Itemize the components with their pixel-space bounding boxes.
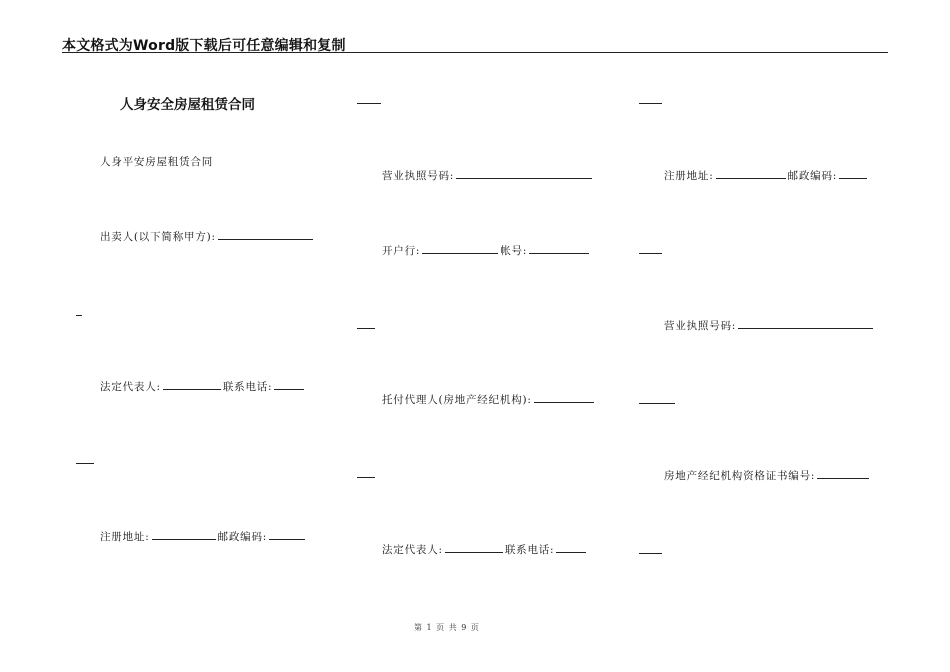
postcode-label: 邮政编码: [217, 531, 268, 543]
short-dash [76, 463, 94, 464]
seller-blank [218, 229, 313, 240]
postcode-blank [269, 529, 305, 540]
short-dash [76, 315, 82, 316]
short-dash [357, 477, 375, 478]
legal-rep-blank [445, 542, 503, 553]
license-blank [456, 168, 592, 179]
address-line-1 [100, 529, 307, 544]
short-dash [357, 328, 375, 329]
short-dash [639, 403, 675, 404]
page-number: 第 1 页 共 9 页 [414, 623, 480, 632]
cert-label: 房地产经纪机构资格证书编号: [664, 470, 816, 482]
license-label: 营业执照号码: [664, 320, 737, 332]
phone-blank [556, 542, 586, 553]
bank-blank [422, 243, 498, 254]
legal-rep-line-2 [382, 542, 588, 557]
account-blank [529, 243, 589, 254]
address-label: 注册地址: [100, 531, 150, 543]
seller-label: 出卖人(以下简称甲方): [100, 231, 216, 243]
address-label: 注册地址: [664, 170, 714, 182]
agent-line [382, 392, 596, 407]
bank-label: 开户行: [382, 245, 421, 257]
document-title: 人身安全房屋租赁合同 [120, 97, 255, 113]
license-line-2 [664, 318, 875, 333]
seller-line [100, 229, 315, 244]
legal-rep-label: 法定代表人: [100, 381, 161, 393]
address-blank [716, 168, 786, 179]
license-line-1 [382, 168, 594, 183]
agent-label: 托付代理人(房地产经纪机构): [382, 394, 532, 406]
cert-blank [817, 468, 869, 479]
address-line-2 [664, 168, 869, 183]
legal-rep-line-1 [100, 379, 306, 394]
short-dash [639, 553, 662, 554]
header-divider [62, 52, 888, 53]
cert-line [664, 468, 871, 483]
short-dash [639, 103, 662, 104]
header-title: 本文格式为Word版下载后可任意编辑和复制 [62, 38, 346, 54]
license-label: 营业执照号码: [382, 170, 455, 182]
address-blank [152, 529, 216, 540]
phone-blank [274, 379, 304, 390]
postcode-label: 邮政编码: [787, 170, 838, 182]
phone-label: 联系电话: [504, 544, 555, 556]
legal-rep-label: 法定代表人: [382, 544, 443, 556]
legal-rep-blank [163, 379, 221, 390]
bank-line [382, 243, 591, 258]
phone-label: 联系电话: [222, 381, 273, 393]
postcode-blank [839, 168, 867, 179]
account-label: 帐号: [500, 245, 528, 257]
agent-blank [534, 392, 594, 403]
license-blank [738, 318, 873, 329]
short-dash [357, 103, 381, 104]
short-dash [639, 253, 662, 254]
contract-subtitle: 人身平安房屋租赁合同 [100, 156, 213, 168]
